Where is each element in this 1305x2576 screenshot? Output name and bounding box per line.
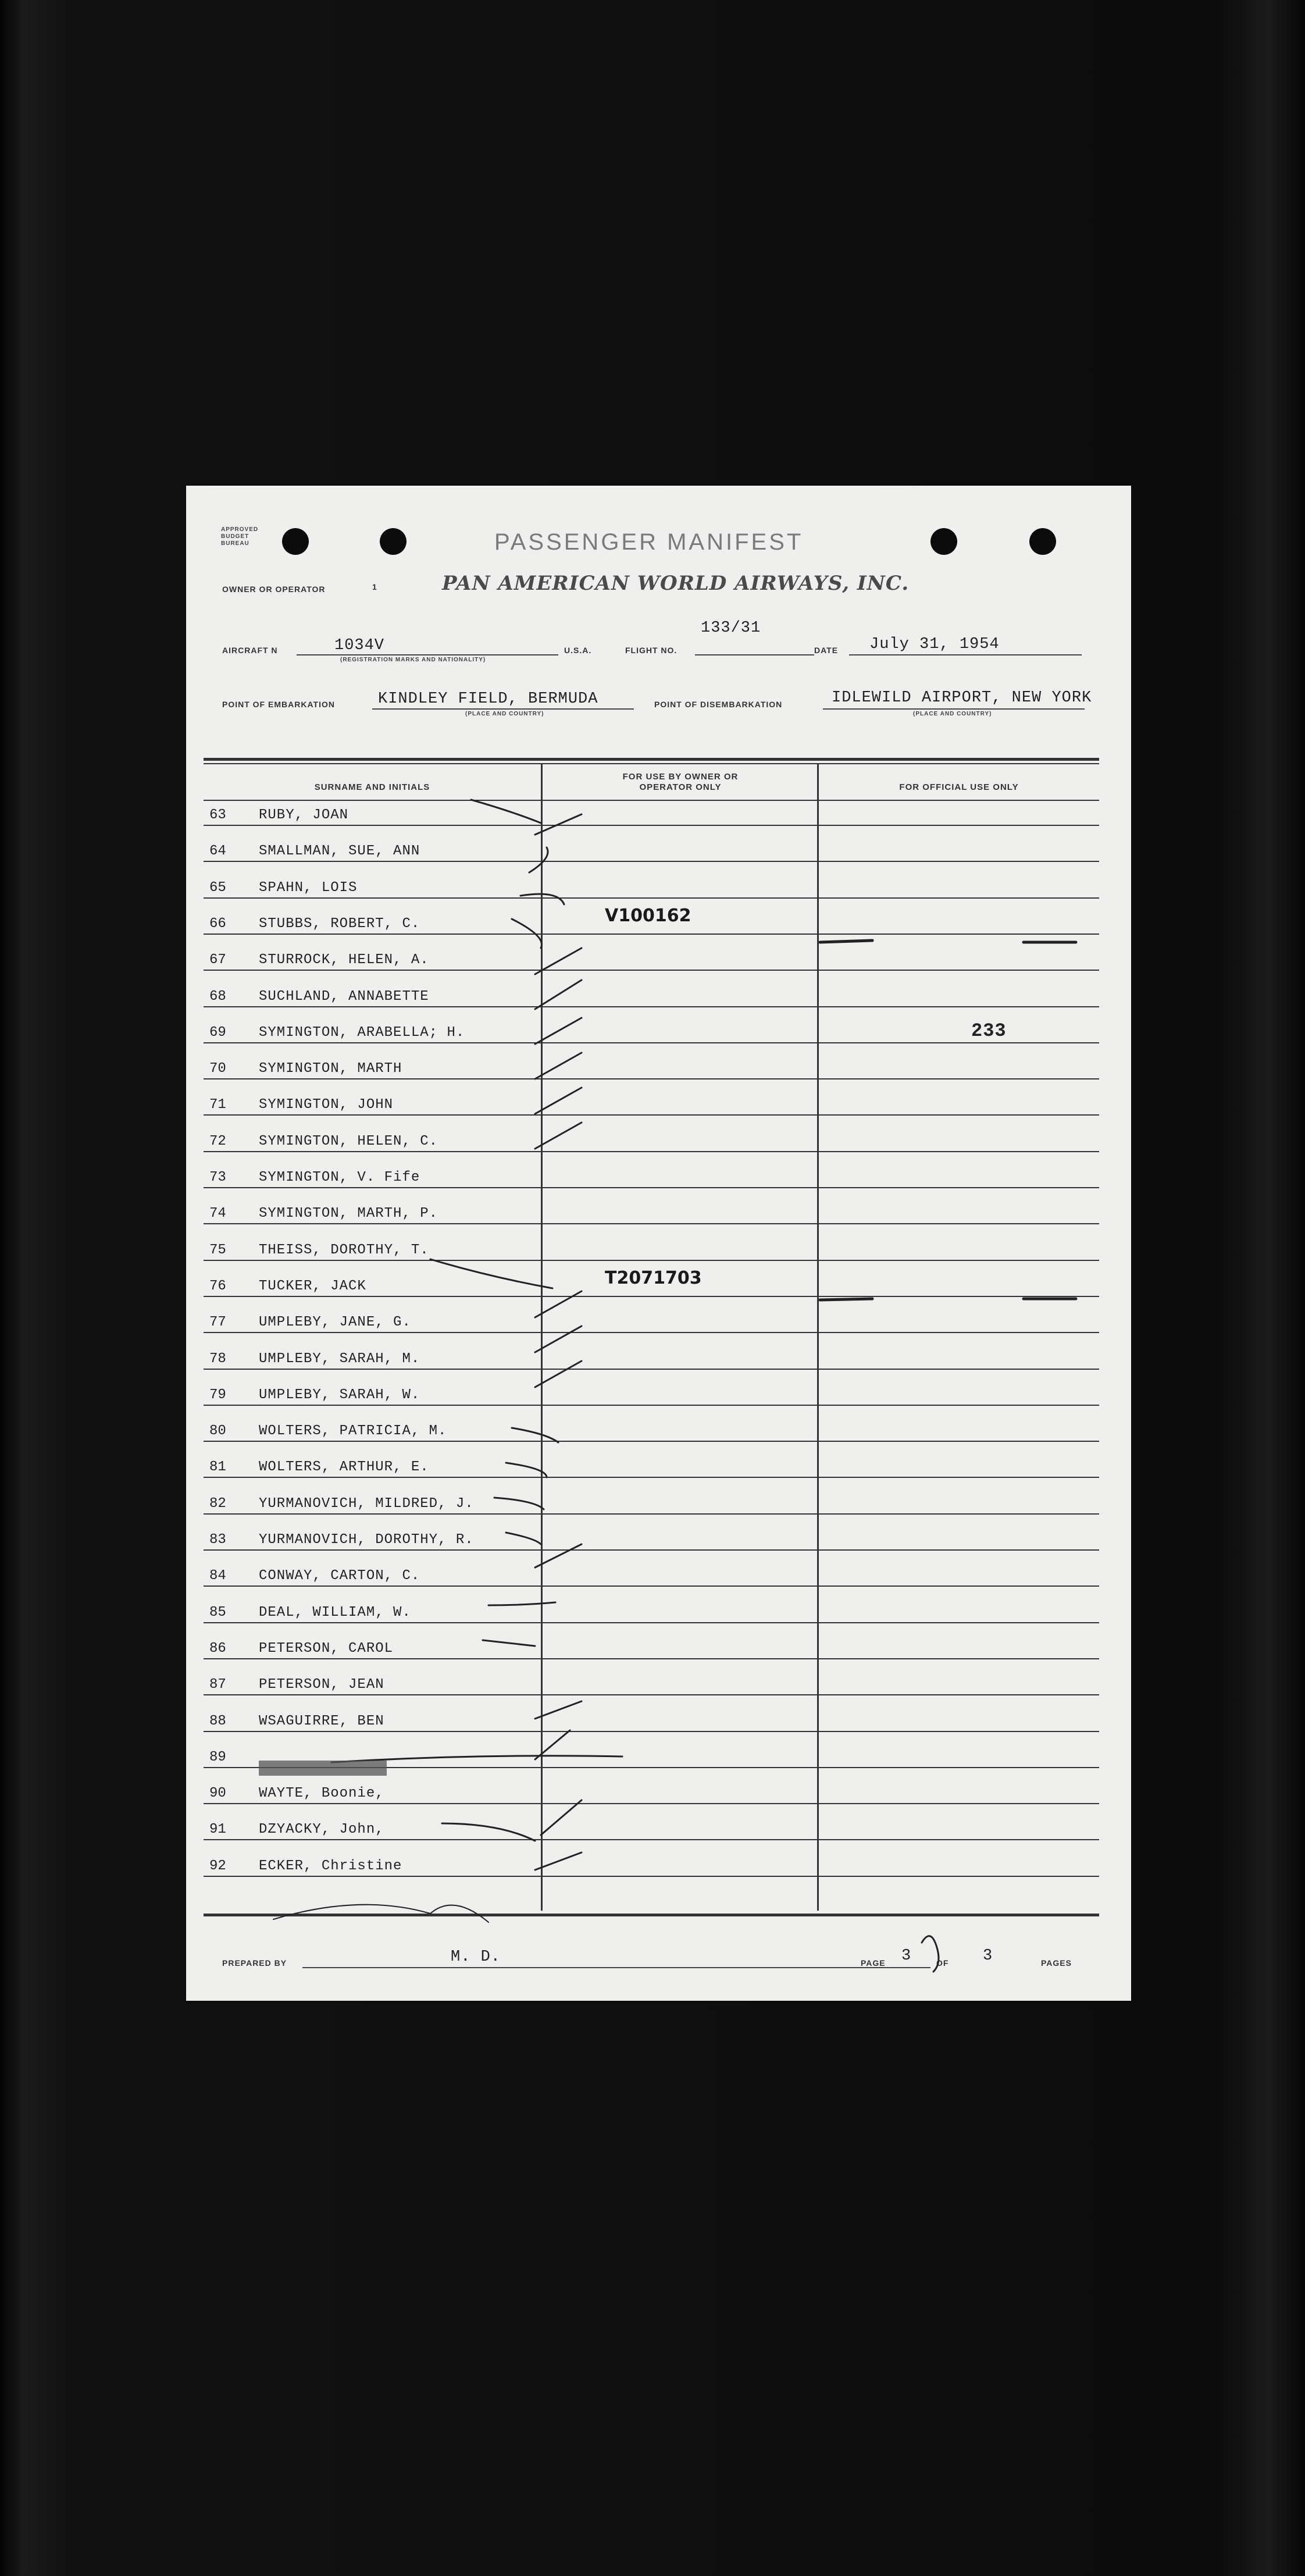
passenger-name: YURMANOVICH, DOROTHY, R.: [259, 1532, 474, 1548]
row-number: 86: [209, 1640, 226, 1656]
passenger-name: SYMINGTON, JOHN: [259, 1097, 394, 1113]
embark-sub: (PLACE AND COUNTRY): [465, 711, 544, 717]
check-mark: [483, 1640, 535, 1646]
owner-label: OWNER OR OPERATOR: [222, 585, 326, 594]
check-mark: [535, 1088, 582, 1114]
row-number: 63: [209, 807, 226, 823]
passenger-name: UMPLEBY, SARAH, M.: [259, 1351, 420, 1367]
passenger-name: YURMANOVICH, MILDRED, J.: [259, 1495, 474, 1512]
check-mark: [535, 1544, 582, 1567]
flight-label: FLIGHT NO.: [625, 646, 678, 655]
row-number: 73: [209, 1170, 226, 1185]
owner-mark: 1: [372, 582, 377, 592]
row-number: 81: [209, 1459, 226, 1476]
passenger-name: PETERSON, JEAN: [259, 1677, 384, 1693]
row-number: 89: [209, 1749, 226, 1765]
passenger-name: SYMINGTON, MARTH: [259, 1061, 402, 1077]
row-number: 80: [209, 1423, 226, 1440]
passenger-name: DEAL, WILLIAM, W.: [259, 1604, 411, 1620]
manifest-sheet: [186, 486, 1131, 2001]
check-mark: [535, 814, 582, 835]
passenger-name: WSAGUIRRE, BEN: [259, 1713, 384, 1729]
row-number: 79: [209, 1387, 226, 1403]
company-name: PAN AMERICAN WORLD AIRWAYS, INC.: [442, 572, 910, 595]
flight-value: 133/31: [701, 619, 761, 637]
column-header-official-use: FOR OFFICIAL USE ONLY: [899, 782, 1019, 792]
check-mark: [535, 1701, 582, 1719]
page-label: PAGE: [861, 1958, 886, 1968]
of-value: 3: [983, 1947, 993, 1965]
row-number: 84: [209, 1568, 226, 1584]
row-number: 91: [209, 1822, 226, 1838]
check-mark: [506, 1533, 541, 1544]
scribble: [273, 1905, 489, 1922]
row-number: 85: [209, 1604, 226, 1620]
passenger-name: SYMINGTON, V. Fife: [259, 1170, 420, 1185]
row-number: 76: [209, 1278, 226, 1294]
check-mark: [442, 1823, 535, 1841]
passenger-name: PETERSON, CAROL: [259, 1640, 394, 1656]
disembark-label: POINT OF DISEMBARKATION: [654, 700, 783, 709]
embark-value: KINDLEY FIELD, BERMUDA: [378, 690, 598, 708]
of-label: OF: [936, 1958, 949, 1968]
dash-mark: [820, 1299, 872, 1300]
row-number: 71: [209, 1097, 226, 1113]
passenger-name: ECKER, Christine: [259, 1858, 402, 1874]
passenger-name: THEISS, DOROTHY, T.: [259, 1242, 429, 1258]
row-number: 87: [209, 1677, 226, 1693]
check-mark: [506, 1463, 547, 1477]
row-number: 67: [209, 952, 226, 968]
owner-use-entry: V100162: [605, 905, 691, 926]
prepared-by-value: M. D.: [451, 1948, 501, 1966]
row-number: 69: [209, 1024, 226, 1041]
passenger-name: SPAHN, LOIS: [259, 879, 358, 896]
row-number: 72: [209, 1133, 226, 1149]
row-number: 78: [209, 1351, 226, 1367]
passenger-name: WOLTERS, ARTHUR, E.: [259, 1459, 429, 1476]
check-mark: [541, 1800, 582, 1835]
row-number: 68: [209, 988, 226, 1004]
check-mark: [535, 1852, 582, 1870]
passenger-name: SMALLMAN, SUE, ANN: [259, 843, 420, 860]
check-mark: [535, 1361, 582, 1387]
passenger-name: CONWAY, CARTON, C.: [259, 1568, 420, 1584]
passenger-name: STURROCK, HELEN, A.: [259, 952, 429, 968]
passenger-name: STUBBS, ROBERT, C.: [259, 915, 420, 932]
check-mark: [512, 919, 541, 948]
row-number: 64: [209, 843, 226, 860]
usa-label: U.S.A.: [564, 646, 592, 655]
passenger-name: DZYACKY, John,: [259, 1822, 384, 1838]
row-number: 66: [209, 915, 226, 932]
date-value: July 31, 1954: [869, 636, 1000, 653]
passenger-name: SUCHLAND, ANNABETTE: [259, 988, 429, 1004]
row-number: 65: [209, 879, 226, 896]
check-mark: [430, 1259, 552, 1288]
form-title: PASSENGER MANIFEST: [494, 529, 804, 555]
dash-mark: [820, 940, 872, 942]
check-mark: [535, 980, 582, 1009]
row-number: 90: [209, 1786, 226, 1802]
disembark-sub: (PLACE AND COUNTRY): [913, 711, 992, 717]
row-number: 88: [209, 1713, 226, 1729]
passenger-name: SYMINGTON, HELEN, C.: [259, 1133, 438, 1149]
disembark-value: IDLEWILD AIRPORT, NEW YORK: [832, 689, 1092, 707]
row-number: 92: [209, 1858, 226, 1874]
row-number: 82: [209, 1495, 226, 1512]
column-header-owner-use: FOR USE BY OWNER OR OPERATOR ONLY: [622, 772, 739, 792]
row-number: 74: [209, 1206, 226, 1222]
check-mark: [535, 1018, 582, 1044]
prepared-by-label: PREPARED BY: [222, 1958, 287, 1968]
check-mark: [494, 1498, 544, 1509]
passenger-name: TUCKER, JACK: [259, 1278, 366, 1294]
official-use-entry: 233: [971, 1020, 1007, 1042]
aircraft-sub: (REGISTRATION MARKS AND NATIONALITY): [340, 657, 486, 663]
redaction-block: [259, 1761, 387, 1776]
passenger-name: SYMINGTON, MARTH, P.: [259, 1206, 438, 1222]
aircraft-value: 1034V: [334, 637, 385, 654]
page-handwriting: [922, 1936, 939, 1972]
check-mark: [535, 1053, 582, 1079]
check-mark: [512, 1428, 558, 1442]
check-mark: [535, 948, 582, 974]
passenger-name: SYMINGTON, ARABELLA; H.: [259, 1024, 465, 1041]
page-value: 3: [901, 1947, 912, 1965]
owner-use-entry: T2071703: [605, 1267, 702, 1288]
row-number: 75: [209, 1242, 226, 1258]
pen-marks: [186, 486, 1131, 2001]
date-label: DATE: [814, 646, 839, 655]
passenger-name: UMPLEBY, JANE, G.: [259, 1314, 411, 1331]
row-number: 83: [209, 1532, 226, 1548]
row-number: 70: [209, 1061, 226, 1077]
column-header-surname: SURNAME AND INITIALS: [314, 782, 430, 792]
embark-label: POINT OF EMBARKATION: [222, 700, 335, 709]
pages-label: PAGES: [1041, 1958, 1072, 1968]
check-mark: [489, 1602, 555, 1605]
check-mark: [535, 1291, 582, 1317]
aircraft-label: AIRCRAFT N: [222, 646, 278, 655]
passenger-name: RUBY, JOAN: [259, 807, 349, 823]
check-mark: [520, 894, 564, 904]
row-number: 77: [209, 1314, 226, 1331]
approval-stamp: APPROVED BUDGET BUREAU: [221, 526, 259, 547]
check-mark: [529, 847, 548, 872]
passenger-name: WAYTE, Boonie,: [259, 1786, 384, 1802]
check-mark: [471, 800, 541, 823]
passenger-name: UMPLEBY, SARAH, W.: [259, 1387, 420, 1403]
check-mark: [535, 1123, 582, 1149]
passenger-name: WOLTERS, PATRICIA, M.: [259, 1423, 447, 1440]
check-mark: [535, 1326, 582, 1352]
